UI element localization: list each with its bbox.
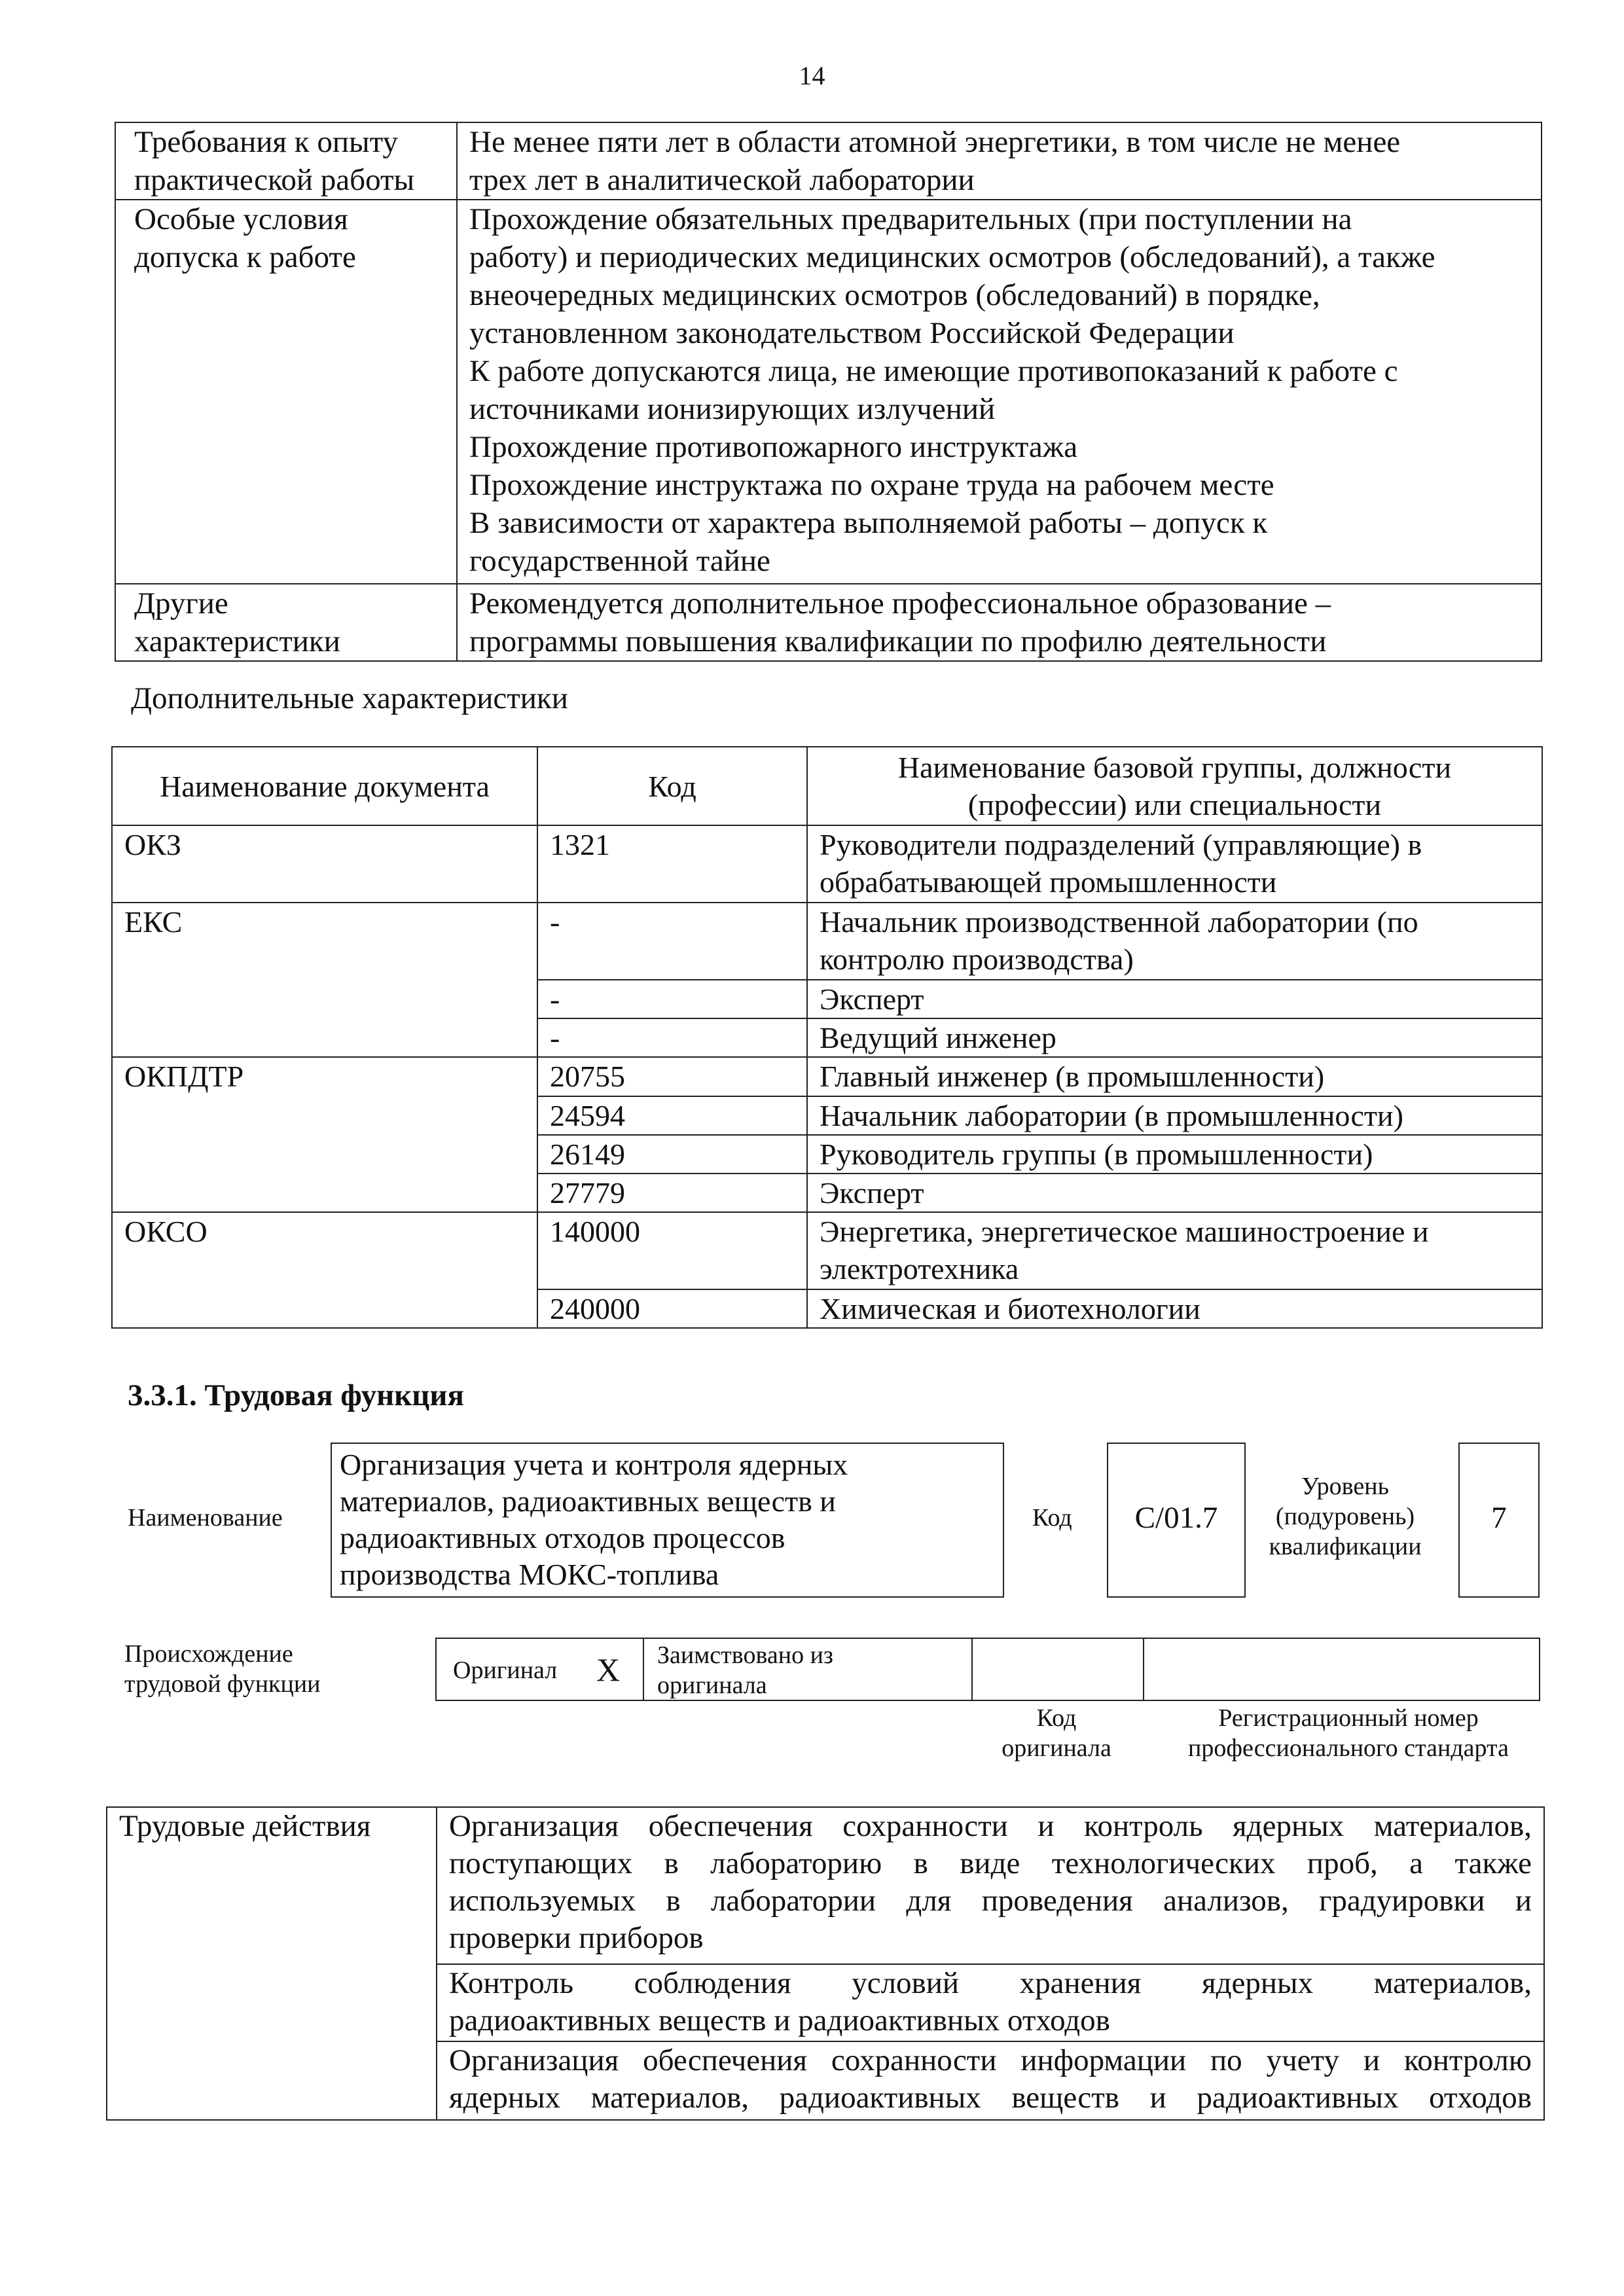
origin-reg-number-cell [1144, 1639, 1538, 1700]
column-header: Наименование документа [112, 747, 537, 825]
name-cell: Эксперт [807, 1174, 1542, 1212]
section-title: 3.3.1. Трудовая функция [128, 1378, 464, 1412]
labor-actions-label: Трудовые действия [107, 1807, 437, 2120]
code-cell: 140000 [537, 1212, 807, 1289]
code-cell: 24594 [537, 1096, 807, 1135]
origin-code-cell [973, 1639, 1144, 1700]
name-cell: Главный инженер (в промышленности) [807, 1057, 1542, 1096]
origin-label: Происхождение трудовой функции [124, 1640, 321, 1698]
table-row [112, 825, 1542, 903]
code-cell: 26149 [537, 1135, 807, 1174]
code-cell: 240000 [537, 1289, 807, 1328]
code-value: C/01.7 [1134, 1501, 1218, 1535]
requirement-value: Прохождение обязательных предварительных (при поступлении на работу) и периодических медицинских осмотров (обследований), а также внеочередных медицинских осмотров (обследований) в порядке, установленном законодательством Российской Федерации К работе допускаются лица, не имеющие противопоказаний к работе с источниками ионизирующих излучений Прохождение противопожарного инструктажа Прохождение инструктажа по охране труда на рабочем месте В зависимости от характера выполняемой работы – допуск к государственной тайне [457, 200, 1542, 584]
table-row [115, 200, 1542, 584]
name-cell: Эксперт [807, 980, 1542, 1018]
name-cell: Руководители подразделений (управляющие) в обрабатывающей промышленности [807, 825, 1542, 903]
requirement-label: Особые условия допуска к работе [115, 200, 457, 584]
name-cell: Руководитель группы (в промышленности) [807, 1135, 1542, 1174]
requirement-label: Требования к опыту практической работы [115, 122, 457, 200]
code-cell: 20755 [537, 1057, 807, 1096]
name-cell: Химическая и биотехнологии [807, 1289, 1542, 1328]
name-cell: Начальник лаборатории (в промышленности) [807, 1096, 1542, 1135]
requirements-table [115, 122, 1542, 662]
code-cell: 1321 [537, 825, 807, 903]
table-header-row [112, 747, 1542, 825]
additional-characteristics-table [111, 746, 1543, 1329]
original-label: Оригинал [453, 1657, 558, 1684]
function-name-text: Организация учета и контроля ядерных материалов, радиоактивных веществ и радиоактивных отходов процессов производства МОКС-топлива [340, 1448, 848, 1591]
table-row [112, 903, 1542, 980]
registration-number-caption: Регистрационный номер профессионального стандарта [1188, 1704, 1509, 1762]
name-cell: Энергетика, энергетическое машиностроение и электротехника [807, 1212, 1542, 1289]
code-cell: - [537, 903, 807, 980]
origin-table [435, 1638, 1540, 1701]
additional-characteristics-caption: Дополнительные характеристики [131, 681, 568, 715]
origin-borrowed-cell: Заимствовано из оригинала [644, 1639, 973, 1700]
code-cell: - [537, 1018, 807, 1057]
name-label: Наименование [128, 1504, 283, 1532]
labor-actions-table [106, 1806, 1545, 2121]
origin-original-cell [437, 1639, 644, 1700]
doc-cell: ОКПДТР [112, 1057, 537, 1212]
table-row [107, 1807, 1544, 1964]
doc-cell: ЕКС [112, 903, 537, 1057]
table-row [112, 1212, 1542, 1289]
function-name-box [331, 1443, 1004, 1598]
table-row [115, 122, 1542, 200]
requirement-value: Рекомендуется дополнительное профессиональное образование – программы повышения квалификации по профилю деятельности [457, 584, 1542, 661]
table-row [112, 1057, 1542, 1096]
code-cell: - [537, 980, 807, 1018]
doc-cell: ОКСО [112, 1212, 537, 1328]
code-box [1107, 1443, 1246, 1598]
name-cell: Начальник производственной лаборатории (по контролю производства) [807, 903, 1542, 980]
column-header: Код [537, 747, 807, 825]
labor-action-item: Организация обеспечения сохранности и контроль ядерных материалов, поступающих в лабораторию в виде технологических проб, а также используемых в лаборатории для проведения анализов, градуировки и проверки приборов [437, 1807, 1544, 1964]
requirement-value: Не менее пяти лет в области атомной энергетики, в том числе не менее трех лет в аналитической лаборатории [457, 122, 1542, 200]
table-row [115, 584, 1542, 661]
doc-cell: ОКЗ [112, 825, 537, 903]
name-cell: Ведущий инженер [807, 1018, 1542, 1057]
code-of-original-caption: Код оригинала [1001, 1704, 1111, 1762]
requirement-label: Другие характеристики [115, 584, 457, 661]
page-number: 14 [799, 61, 825, 90]
code-cell: 27779 [537, 1174, 807, 1212]
level-box [1458, 1443, 1540, 1598]
labor-action-item: Контроль соблюдения условий хранения ядерных материалов, радиоактивных веществ и радиоактивных отходов [437, 1964, 1544, 2041]
qualification-level-label: Уровень (подуровень) квалификации [1269, 1473, 1422, 1560]
code-label: Код [1032, 1504, 1072, 1532]
labor-action-item: Организация обеспечения сохранности информации по учету и контролю ядерных материалов, радиоактивных веществ и радиоактивных отходов [437, 2041, 1544, 2120]
column-header: Наименование базовой группы, должности (профессии) или специальности [807, 747, 1542, 825]
original-mark: X [596, 1651, 621, 1688]
level-value: 7 [1491, 1501, 1507, 1535]
